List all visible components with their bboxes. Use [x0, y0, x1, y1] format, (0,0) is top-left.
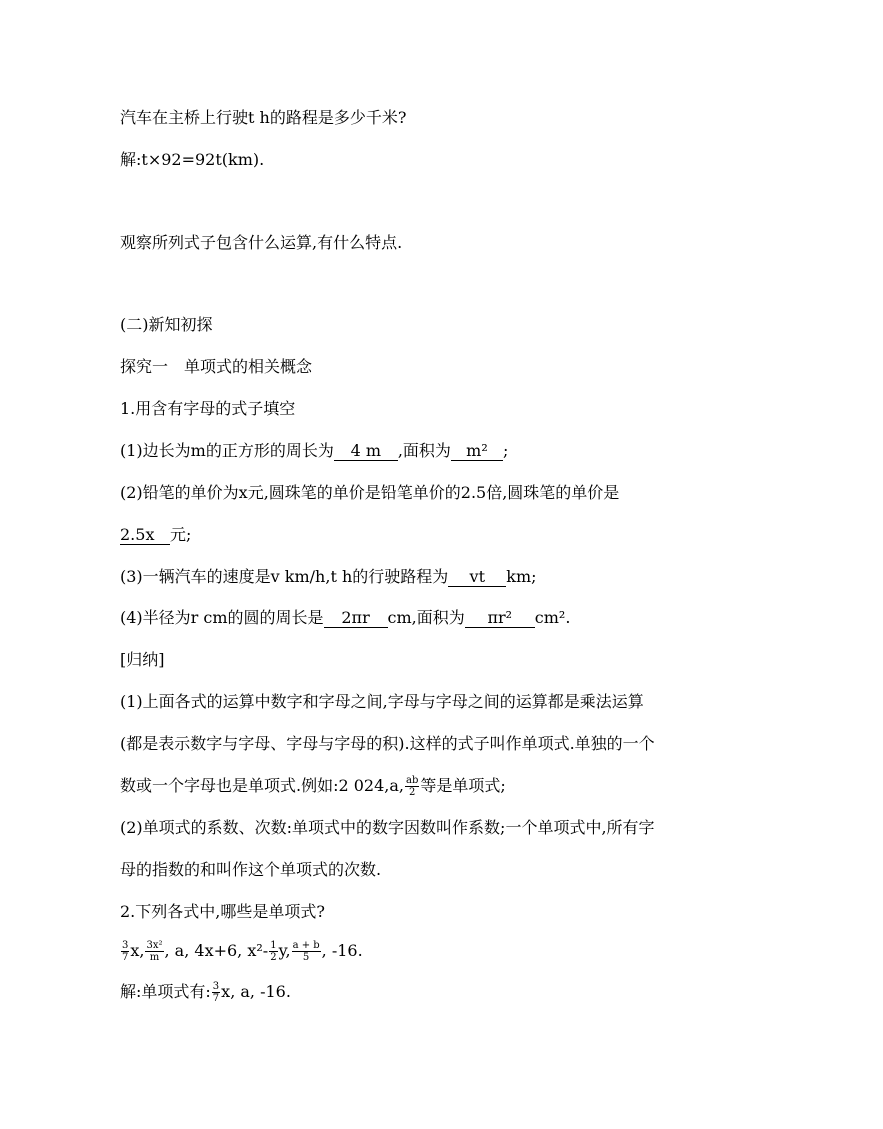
fraction-numerator: a + b	[292, 940, 320, 951]
fraction-denominator: m	[149, 952, 160, 963]
text-line-2: 解:t×92=92t(km).	[120, 150, 265, 169]
question-1-heading: 1.用含有字母的式子填空	[120, 399, 296, 418]
fraction-numerator: 3	[122, 940, 129, 951]
text-line-1: 汽车在主桥上行驶t h的路程是多少千米?	[120, 108, 407, 127]
fraction-1-over-2	[269, 940, 277, 963]
question-1-2: (2)铅笔的单价为x元,圆珠笔的单价是铅笔单价的2.5倍,圆珠笔的单价是	[120, 483, 620, 502]
q4-text-d: cm².	[534, 608, 571, 627]
fraction-ab-over-2	[405, 775, 419, 798]
fraction-a-plus-b-over-5	[292, 940, 321, 963]
q4-answer-2: πr²	[465, 609, 535, 628]
q2-text-c: 元;	[170, 525, 192, 544]
text-line-3: 观察所列式子包含什么运算,有什么特点.	[120, 233, 403, 252]
fraction-numerator: 3x²	[146, 940, 163, 951]
answer-text-b: x, a, -16.	[221, 982, 291, 1001]
q1-answer-1: 4 m	[334, 442, 398, 461]
summary-line-3-b: 等是单项式;	[420, 776, 506, 795]
fraction-3-over-7	[121, 940, 129, 963]
q4-text-c: cm,面积为	[387, 608, 465, 627]
question-2-answer	[120, 981, 291, 1003]
question-1-4	[120, 607, 570, 629]
expr-text-2: , a, 4x+6, x²-	[164, 941, 269, 960]
fraction-denominator: 5	[302, 952, 310, 963]
summary-line-4: (2)单项式的系数、次数:单项式中的数字因数叫作系数;一个单项式中,所有字	[120, 818, 655, 837]
question-1-3	[120, 566, 537, 588]
fraction-3-over-7	[212, 981, 220, 1004]
fraction-numerator: ab	[406, 775, 419, 786]
summary-line-5: 母的指数的和叫作这个单项式的次数.	[120, 860, 382, 879]
summary-heading: [归纳]	[120, 650, 165, 669]
summary-line-3	[120, 775, 506, 797]
explore-heading: 探究一 单项式的相关概念	[120, 357, 313, 376]
fraction-denominator: 2	[270, 952, 277, 963]
answer-text-a: 解:单项式有:	[120, 982, 211, 1001]
fraction-3x2-over-m	[145, 940, 163, 963]
fraction-numerator: 1	[270, 940, 277, 951]
expr-text-1: x,	[130, 941, 145, 960]
question-1-1	[120, 440, 508, 462]
fraction-denominator: 7	[122, 952, 129, 963]
question-2-expressions	[120, 940, 363, 962]
section-heading: (二)新知初探	[120, 315, 213, 334]
question-1-2-cont	[120, 524, 191, 546]
expr-text-3: y,	[278, 941, 291, 960]
q4-answer-1: 2πr	[324, 609, 388, 628]
q1-answer-2: m²	[451, 442, 503, 461]
q1-text-c: ,面积为	[397, 441, 451, 460]
q4-text-a: (4)半径为r cm的圆的周长是	[120, 608, 324, 627]
expr-text-4: , -16.	[321, 941, 363, 960]
fraction-numerator: 3	[212, 981, 220, 992]
q1-text-d: ;	[502, 441, 509, 460]
q3-text-a: (3)一辆汽车的速度是v km/h,t h的行驶路程为	[120, 567, 449, 586]
summary-line-2: (都是表示数字与字母、字母与字母的积).这样的式子叫作单项式.单独的一个	[120, 734, 655, 753]
question-2-heading: 2.下列各式中,哪些是单项式?	[120, 902, 325, 921]
q3-text-c: km;	[506, 567, 537, 586]
q2-answer: 2.5x	[120, 526, 170, 545]
q3-answer: vt	[448, 568, 506, 587]
fraction-denominator: 7	[212, 993, 220, 1004]
summary-line-1: (1)上面各式的运算中数字和字母之间,字母与字母之间的运算都是乘法运算	[120, 692, 644, 711]
fraction-denominator: 2	[409, 787, 416, 798]
q1-text-a: (1)边长为m的正方形的周长为	[120, 441, 334, 460]
summary-line-3-a: 数或一个字母也是单项式.例如:2 024,a,	[120, 776, 404, 795]
